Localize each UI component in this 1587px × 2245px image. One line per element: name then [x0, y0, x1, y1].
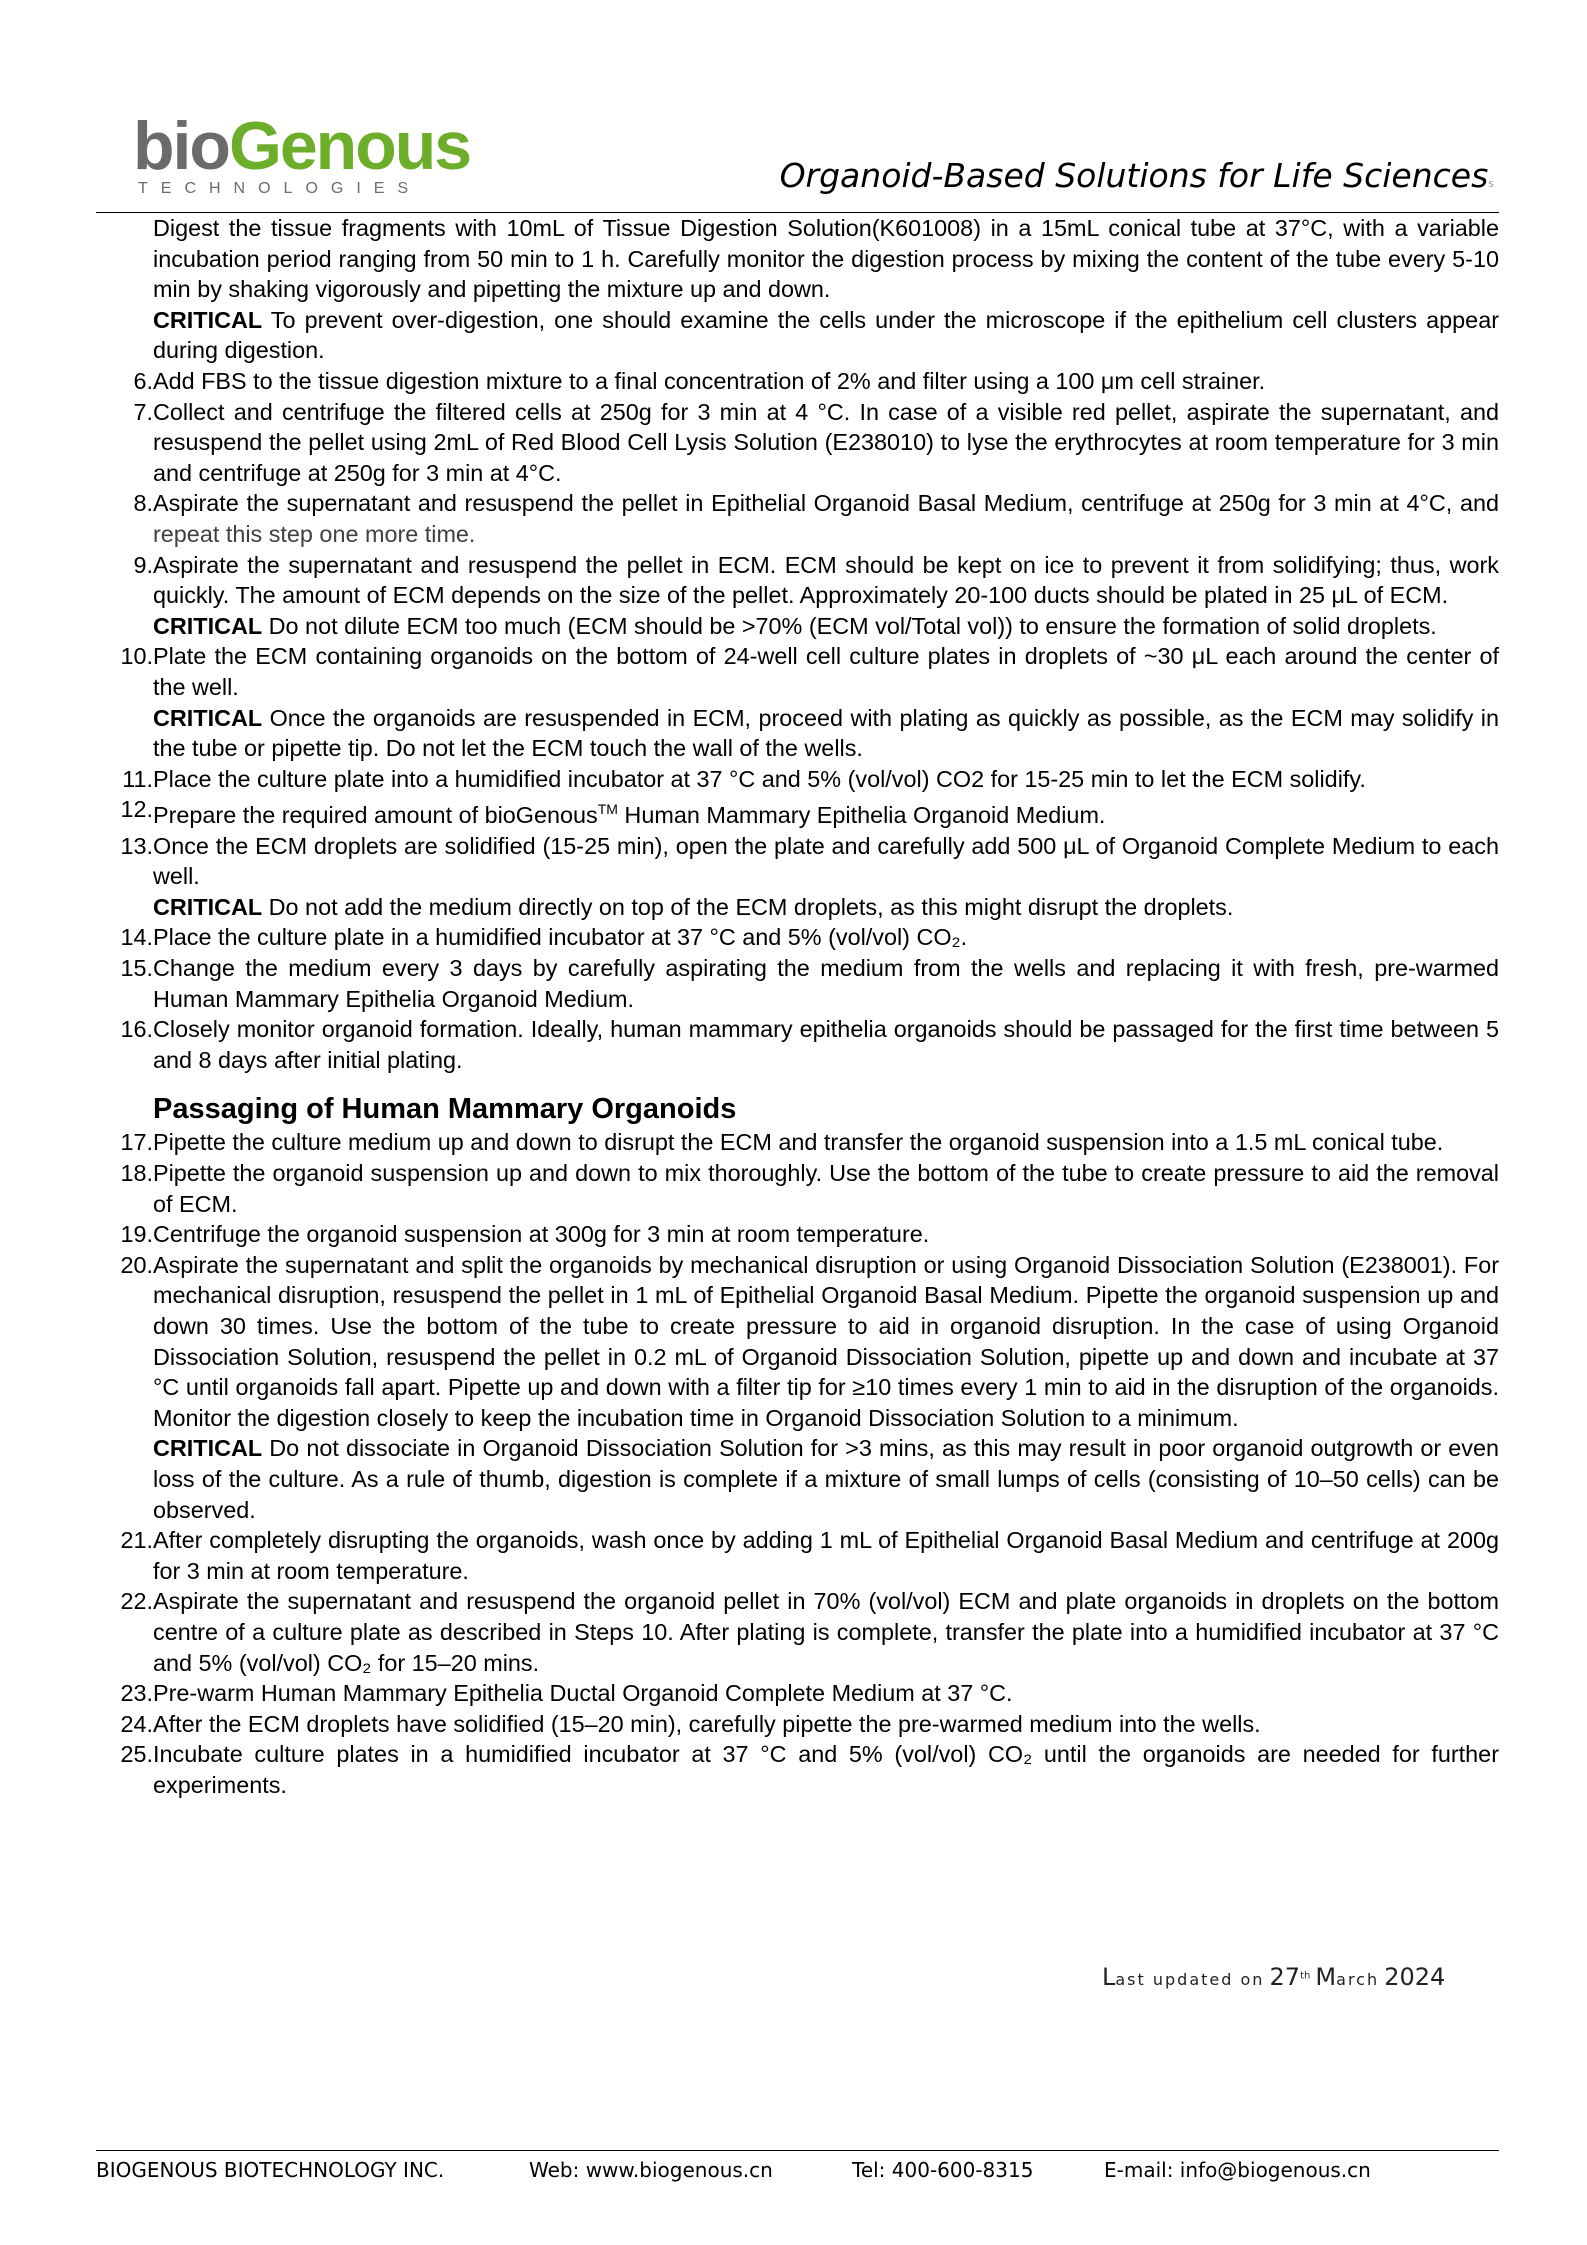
step-19: 19. Centrifuge the organoid suspension at 300g for 3 min at room temperature. — [120, 1221, 930, 1248]
logo-wordmark: bioGenous — [133, 108, 471, 184]
intro-paragraph: Digest the tissue fragments with 10mL of Tissue Digestion Solution(K601008) in a 15mL conical tube at 37°C, with a variable incubation period ranging from 50 min to 1 h. Carefully monitor the digestion process by mixing the content of the tube every 5-10 min by shaking vigorously and pipetting the mixture up and down. — [153, 215, 1499, 303]
step-17: 17. Pipette the culture medium up and down to disrupt the ECM and transfer the organoid suspension into a 1.5 mL conical tube. — [120, 1129, 1444, 1156]
logo-subtitle: TECHNOLOGIES — [138, 180, 422, 197]
step-14: 14. Place the culture plate in a humidified incubator at 37 °C and 5% (vol/vol) CO₂. — [120, 924, 968, 951]
step-10: 10. Plate the ECM containing organoids on the bottom of 24-well cell culture plates in droplets of ~30 μL each around the center of the well. — [120, 643, 1499, 700]
last-updated: Last updated on 27th March 2024 — [1102, 1963, 1446, 1991]
tagline-mark: s — [1488, 177, 1494, 190]
footer-divider — [96, 2150, 1499, 2151]
step-21: 21. After completely disrupting the organoids, wash once by adding 1 mL of Epithelial Organoid Basal Medium and centrifuge at 200g for 3 min at room temperature. — [120, 1527, 1499, 1584]
critical-note: CRITICAL Once the organoids are resuspended in ECM, proceed with plating as quickly as possible, as the ECM may solidify in the tube or pipette tip. Do not let the ECM touch the wall of the wells. — [153, 704, 1499, 762]
critical-note: CRITICAL Do not add the medium directly on top of the ECM droplets, as this might disrupt the droplets. — [153, 893, 1234, 920]
header-tagline: Organoid-Based Solutions for Life Sciencess — [779, 156, 1494, 195]
step-6: 6. Add FBS to the tissue digestion mixture to a final concentration of 2% and filter using a 100 μm cell strainer. — [133, 367, 1266, 394]
footer-email: E-mail: info@biogenous.cn — [1104, 2158, 1371, 2182]
protocol-content — [0, 213, 1587, 1800]
step-13: 13. Once the ECM droplets are solidified (15-25 min), open the plate and carefully add 500 μL of Organoid Complete Medium to each well. — [120, 832, 1499, 890]
critical-note: CRITICAL Do not dissociate in Organoid Dissociation Solution for >3 mins, as this may result in poor organoid outgrowth or even loss of the culture. As a rule of thumb, digestion is complete if a mixture of small lumps of cells (consisting of 10–50 cells) can be observed. — [153, 1435, 1499, 1523]
critical-note: CRITICAL Do not dilute ECM too much (ECM should be >70% (ECM vol/Total vol)) to ensure the formation of solid droplets. — [153, 612, 1437, 639]
step-24: 24. After the ECM droplets have solidified (15–20 min), carefully pipette the pre-warmed medium into the wells. — [120, 1710, 1261, 1737]
step-23: 23. Pre-warm Human Mammary Epithelia Ductal Organoid Complete Medium at 37 °C. — [120, 1680, 1013, 1707]
footer-company: BIOGENOUS BIOTECHNOLOGY INC. — [96, 2158, 445, 2182]
section-title: Passaging of Human Mammary Organoids — [153, 1093, 737, 1126]
step-9: 9. Aspirate the supernatant and resuspend the pellet in ECM. ECM should be kept on ice to prevent it from solidifying; thus, work quickly. The amount of ECM depends on the size of the pellet. Approximately 20-100 ducts should be plated in 25 μL of ECM. — [133, 551, 1499, 609]
step-12: 12. Prepare the required amount of bioGenous™ Human Mammary Epithelia Organoid Medium. — [120, 796, 1106, 829]
step-11: 11. Place the culture plate into a humidified incubator at 37 °C and 5% (vol/vol) CO2 for 15-25 min to let the ECM solidify. — [122, 765, 1366, 792]
step-8: 8. Aspirate the supernatant and resuspend the pellet in Epithelial Organoid Basal Medium, centrifuge at 250g for 3 min at 4°C, and repeat this step one more time. — [133, 490, 1499, 547]
critical-note: CRITICAL To prevent over-digestion, one should examine the cells under the microscope if the epithelium cell clusters appear during digestion. — [153, 306, 1499, 364]
step-25: 25. Incubate culture plates in a humidified incubator at 37 °C and 5% (vol/vol) CO₂ until the organoids are needed for further experiments. — [120, 1741, 1499, 1798]
company-logo — [133, 108, 471, 198]
step-18: 18. Pipette the organoid suspension up and down to mix thoroughly. Use the bottom of the tube to create pressure to aid the removal of ECM. — [120, 1160, 1499, 1217]
step-7: 7. Collect and centrifuge the filtered cells at 250g for 3 min at 4 °C. In case of a visible red pellet, aspirate the supernatant, and resuspend the pellet using 2mL of Red Blood Cell Lysis Solution (E238010) to lyse the erythrocytes at room temperature for 3 min and centrifuge at 250g for 3 min at 4°C. — [133, 398, 1499, 486]
footer-tel: Tel: 400-600-8315 — [852, 2158, 1034, 2182]
step-20: 20. Aspirate the supernatant and split the organoids by mechanical disruption or using Organoid Dissociation Solution (E238001). For mechanical disruption, resuspend the pellet in 1 mL of Epithelial Organoid Basal Medium. Pipette the organoid suspension up and down 30 times. Use the bottom of the tube to create pressure to aid in organoid disruption. In the case of using Organoid Dissociation Solution, resuspend the pellet in 0.2 mL of Organoid Dissociation Solution, pipette up and down and incubate at 37 °C until organoids fall apart. Pipette up and down with a filter tip for ≥10 times every 1 min to aid in the disruption of the organoids. Monitor the digestion closely to keep the incubation time in Organoid Dissociation Solution to a minimum. — [120, 1251, 1499, 1431]
footer-web: Web: www.biogenous.cn — [529, 2158, 773, 2182]
step-15: 15. Change the medium every 3 days by carefully aspirating the medium from the wells and replacing it with fresh, pre-warmed Human Mammary Epithelia Organoid Medium. — [120, 955, 1499, 1012]
step-22: 22. Aspirate the supernatant and resuspend the organoid pellet in 70% (vol/vol) ECM and plate organoids in droplets on the bottom centre of a culture plate as described in Steps 10. After plating is complete, transfer the plate into a humidified incubator at 37 °C and 5% (vol/vol) CO₂ for 15–20 mins. — [120, 1588, 1499, 1676]
step-16: 16. Closely monitor organoid formation. Ideally, human mammary epithelia organoids should be passaged for the first time between 5 and 8 days after initial plating. — [120, 1016, 1499, 1073]
